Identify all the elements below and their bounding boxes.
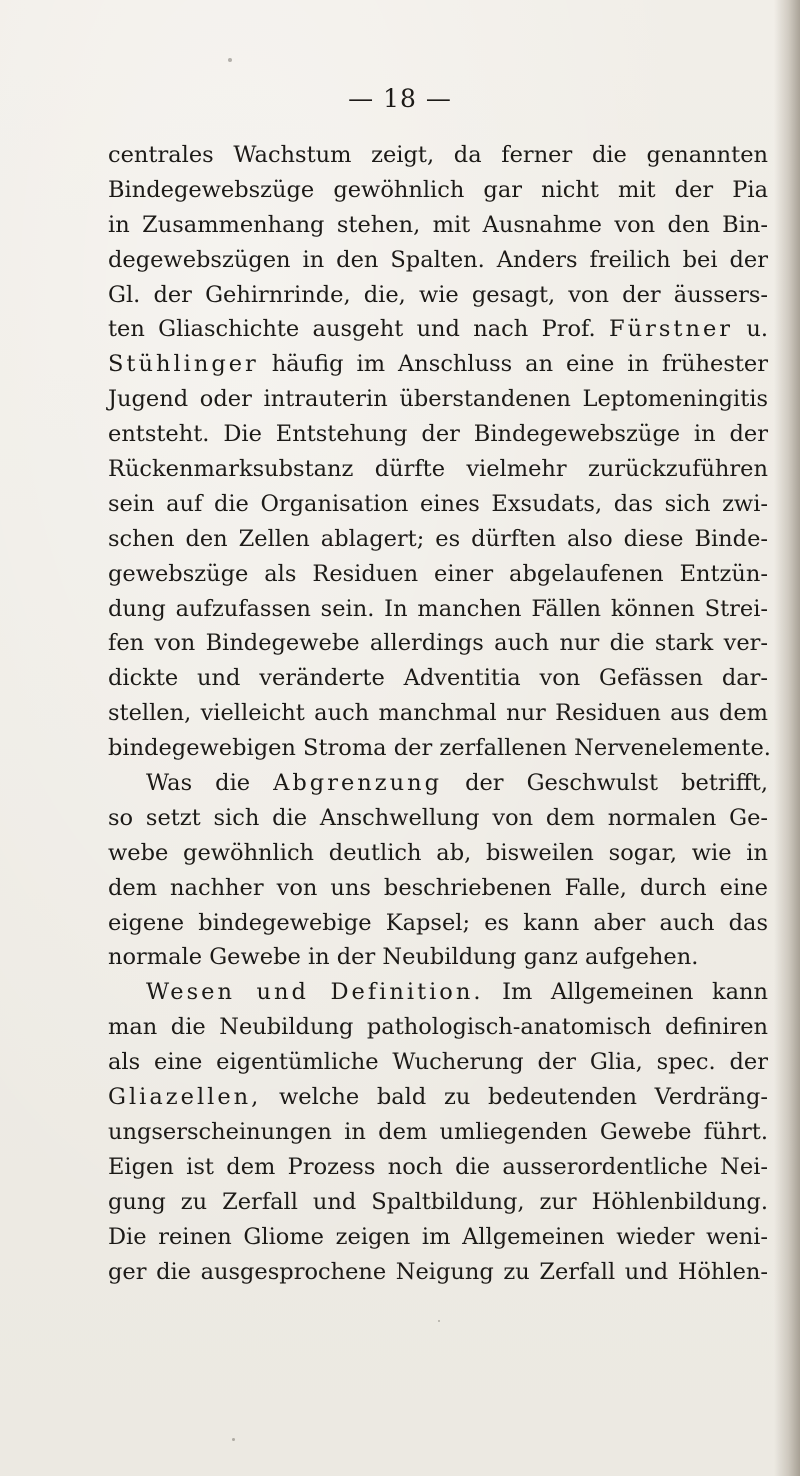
text-segment: Die reinen Gliome zeigen im Allgemeinen wieder weni- <box>108 1223 768 1250</box>
text-line <box>108 871 768 906</box>
emphasized-text: Fürstner <box>609 316 734 343</box>
text-line <box>108 312 768 347</box>
text-line <box>108 1220 768 1255</box>
text-segment: ten Gliaschichte ausgeht und nach Prof. <box>108 316 610 343</box>
text-segment: centrales Wachstum zeigt, da ferner die genannten <box>108 142 768 168</box>
text-segment: häufig im Anschluss an eine in frühester <box>258 351 768 378</box>
text-segment: Eigen ist dem Prozess noch die ausserordentliche Nei- <box>108 1153 768 1180</box>
text-line <box>108 940 768 975</box>
text-line <box>108 347 768 382</box>
text-line <box>108 173 768 208</box>
text-segment: Gl. der Gehirnrinde, die, wie gesagt, von der äussers- <box>108 281 768 308</box>
emphasized-text: Stühlinger <box>108 351 259 378</box>
text-line <box>108 836 768 871</box>
text-line <box>108 138 768 173</box>
text-segment: Im Allgemeinen kann <box>483 979 768 1006</box>
paper-speck <box>232 1438 235 1441</box>
text-segment: stellen, vielleicht auch manchmal nur Residuen aus dem <box>108 700 768 727</box>
text-segment: dickte und veränderte Adventitia von Gefässen dar- <box>108 665 768 692</box>
text-segment: Jugend oder intrauterin überstandenen Leptomeningitis <box>108 386 768 413</box>
text-segment: in Zusammenhang stehen, mit Ausnahme von den Bin- <box>108 211 768 238</box>
text-line <box>108 417 768 452</box>
text-segment: gewebszüge als Residuen einer abgelaufenen Entzün- <box>108 560 768 587</box>
text-line <box>108 1045 768 1080</box>
text-line <box>108 487 768 522</box>
text-segment: degewebszügen in den Spalten. Anders freilich bei der <box>108 246 768 273</box>
text-segment: Rückenmarksubstanz dürfte vielmehr zurückzuführen <box>108 456 768 483</box>
text-line <box>108 661 768 696</box>
text-line <box>108 1255 768 1290</box>
text-line <box>108 592 768 627</box>
paper-speck <box>438 1320 440 1322</box>
text-line <box>108 801 768 836</box>
text-line <box>108 1150 768 1185</box>
page-number: — 18 — <box>348 84 452 113</box>
text-line <box>108 1080 768 1115</box>
text-line <box>108 906 768 941</box>
body-text <box>108 138 771 1289</box>
text-line <box>108 522 768 557</box>
text-segment: so setzt sich die Anschwellung von dem normalen Ge- <box>108 804 768 831</box>
text-line <box>108 626 768 661</box>
text-line <box>108 1010 768 1045</box>
text-segment: ungserscheinungen in dem umliegenden Gewebe führt. <box>108 1118 768 1145</box>
text-segment: u. <box>733 316 769 343</box>
text-segment: schen den Zellen ablagert; es dürften also diese Binde- <box>108 525 768 552</box>
text-line <box>108 243 768 278</box>
text-segment: Was die <box>146 770 274 797</box>
emphasized-text: Wesen und Definition. <box>146 979 484 1006</box>
text-segment: welche bald zu bedeutenden Verdräng- <box>261 1084 768 1111</box>
text-segment: normale Gewebe in der Neubildung ganz aufgehen. <box>108 944 699 971</box>
text-segment: eigene bindegewebige Kapsel; es kann aber auch das <box>108 909 768 936</box>
text-line <box>108 278 768 313</box>
paper-speck <box>228 58 232 62</box>
text-line <box>108 557 768 592</box>
text-segment: gung zu Zerfall und Spaltbildung, zur Höhlenbildung. <box>108 1188 768 1215</box>
text-segment: fen von Bindegewebe allerdings auch nur die stark ver- <box>108 630 768 657</box>
text-line <box>108 208 768 243</box>
text-segment: als eine eigentümliche Wucherung der Glia, spec. der <box>108 1049 768 1076</box>
text-line <box>108 1185 768 1220</box>
text-segment: dung aufzufassen sein. In manchen Fällen können Strei- <box>108 595 768 622</box>
text-line <box>108 731 771 766</box>
emphasized-text: Abgrenzung <box>273 770 443 797</box>
text-line <box>108 975 768 1010</box>
text-line <box>108 696 768 731</box>
text-line <box>108 766 768 801</box>
emphasized-text: Gliazellen, <box>108 1084 262 1111</box>
text-segment: ger die ausgesprochene Neigung zu Zerfall und Höhlen- <box>108 1258 768 1285</box>
text-segment: Bindegewebszüge gewöhnlich gar nicht mit der Pia <box>108 176 768 203</box>
text-segment: dem nachher von uns beschriebenen Falle, durch eine <box>108 874 768 901</box>
text-line <box>108 382 768 417</box>
text-segment: webe gewöhnlich deutlich ab, bisweilen sogar, wie in <box>108 839 768 866</box>
page-edge-shadow <box>774 0 800 1476</box>
text-segment: bindegewebigen Stroma der zerfallenen Nervenelemente. <box>108 735 771 762</box>
text-segment: man die Neubildung pathologisch-anatomisch definiren <box>108 1014 768 1041</box>
text-line <box>108 1115 768 1150</box>
text-segment: entsteht. Die Entstehung der Bindegewebszüge in der <box>108 421 768 448</box>
text-segment: sein auf die Organisation eines Exsudats, das sich zwi- <box>108 490 768 517</box>
text-line <box>108 452 768 487</box>
text-segment: der Geschwulst betrifft, <box>442 770 768 797</box>
